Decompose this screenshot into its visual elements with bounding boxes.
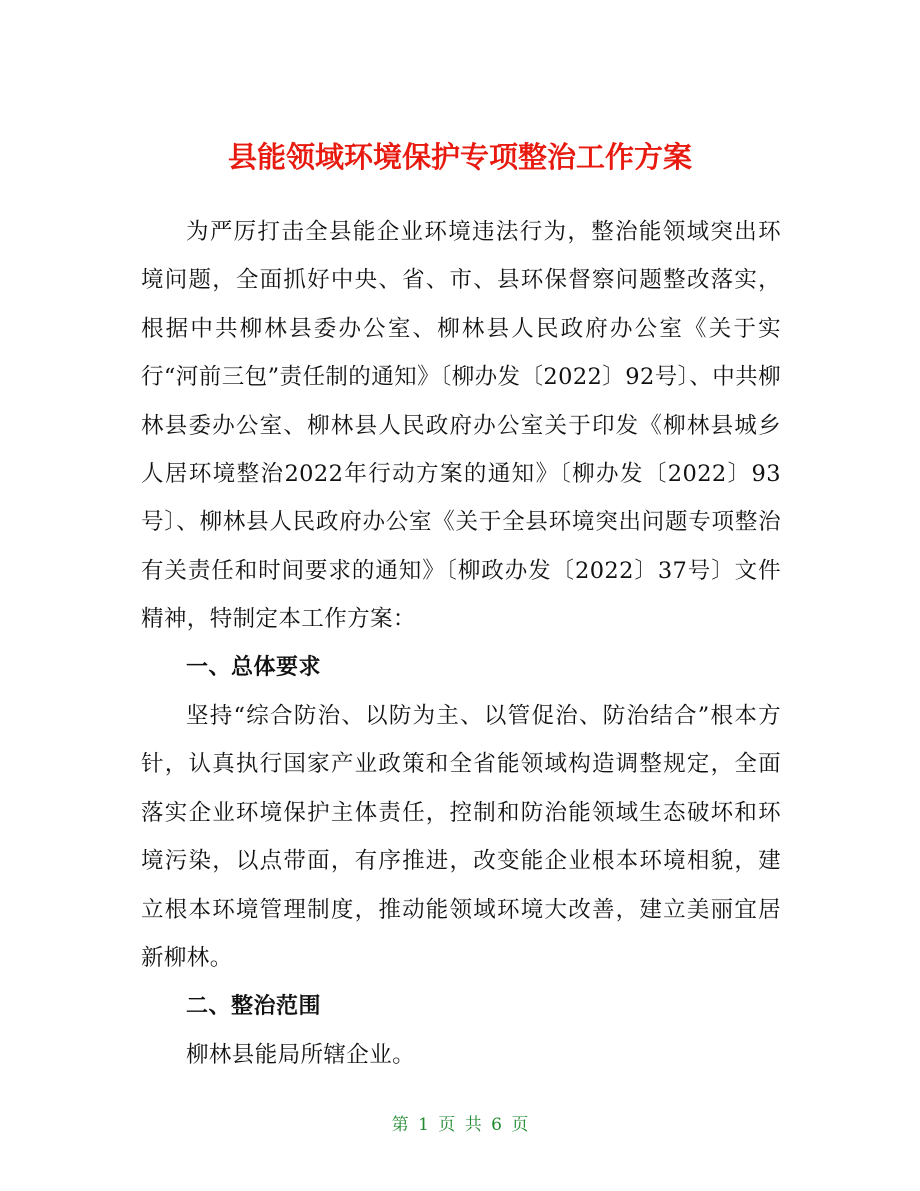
section-heading-scope: 二、整治范围 <box>186 993 322 1019</box>
page-number-footer: 第 1 页 共 6 页 <box>391 1115 529 1135</box>
general-requirements-paragraph: 坚持“综合防治、以防为主、以管促治、防治结合”根本方针，认真执行国家产业政策和全省能领域构造调整规定，全面落实企业环境保护主体责任，控制和防治能领域生态破坏和环境污染，以点带面，有序推进，改变能企业根本环境相貌，建立根本环境管理制度，推动能领域环境大改善，建立美丽宜居新柳林。 <box>141 703 781 972</box>
document-body <box>141 208 781 1079</box>
scope-paragraph: 柳林县能局所辖企业。 <box>186 1041 416 1068</box>
intro-paragraph: 为严厉打击全县能企业环境违法行为，整治能领域突出环境问题，全面抓好中央、省、市、县环保督察问题整改落实，根据中共柳林县委办公室、柳林县人民政府办公室《关于实行“河前三包”责任制的通知》〔柳办发〔2022〕92号〕、中共柳林县委办公室、柳林县人民政府办公室关于印发《柳林县城乡人居环境整治2022年行动方案的通知》〔柳办发〔2022〕93号〕、柳林县人民政府办公室《关于全县环境突出问题专项整治有关责任和时间要求的通知》〔柳政办发〔2022〕37号〕文件精神，特制定本工作方案： <box>141 219 781 633</box>
section-heading-general-requirements: 一、总体要求 <box>186 654 322 680</box>
document-title: 县能领域环境保护专项整治工作方案 <box>227 140 692 175</box>
